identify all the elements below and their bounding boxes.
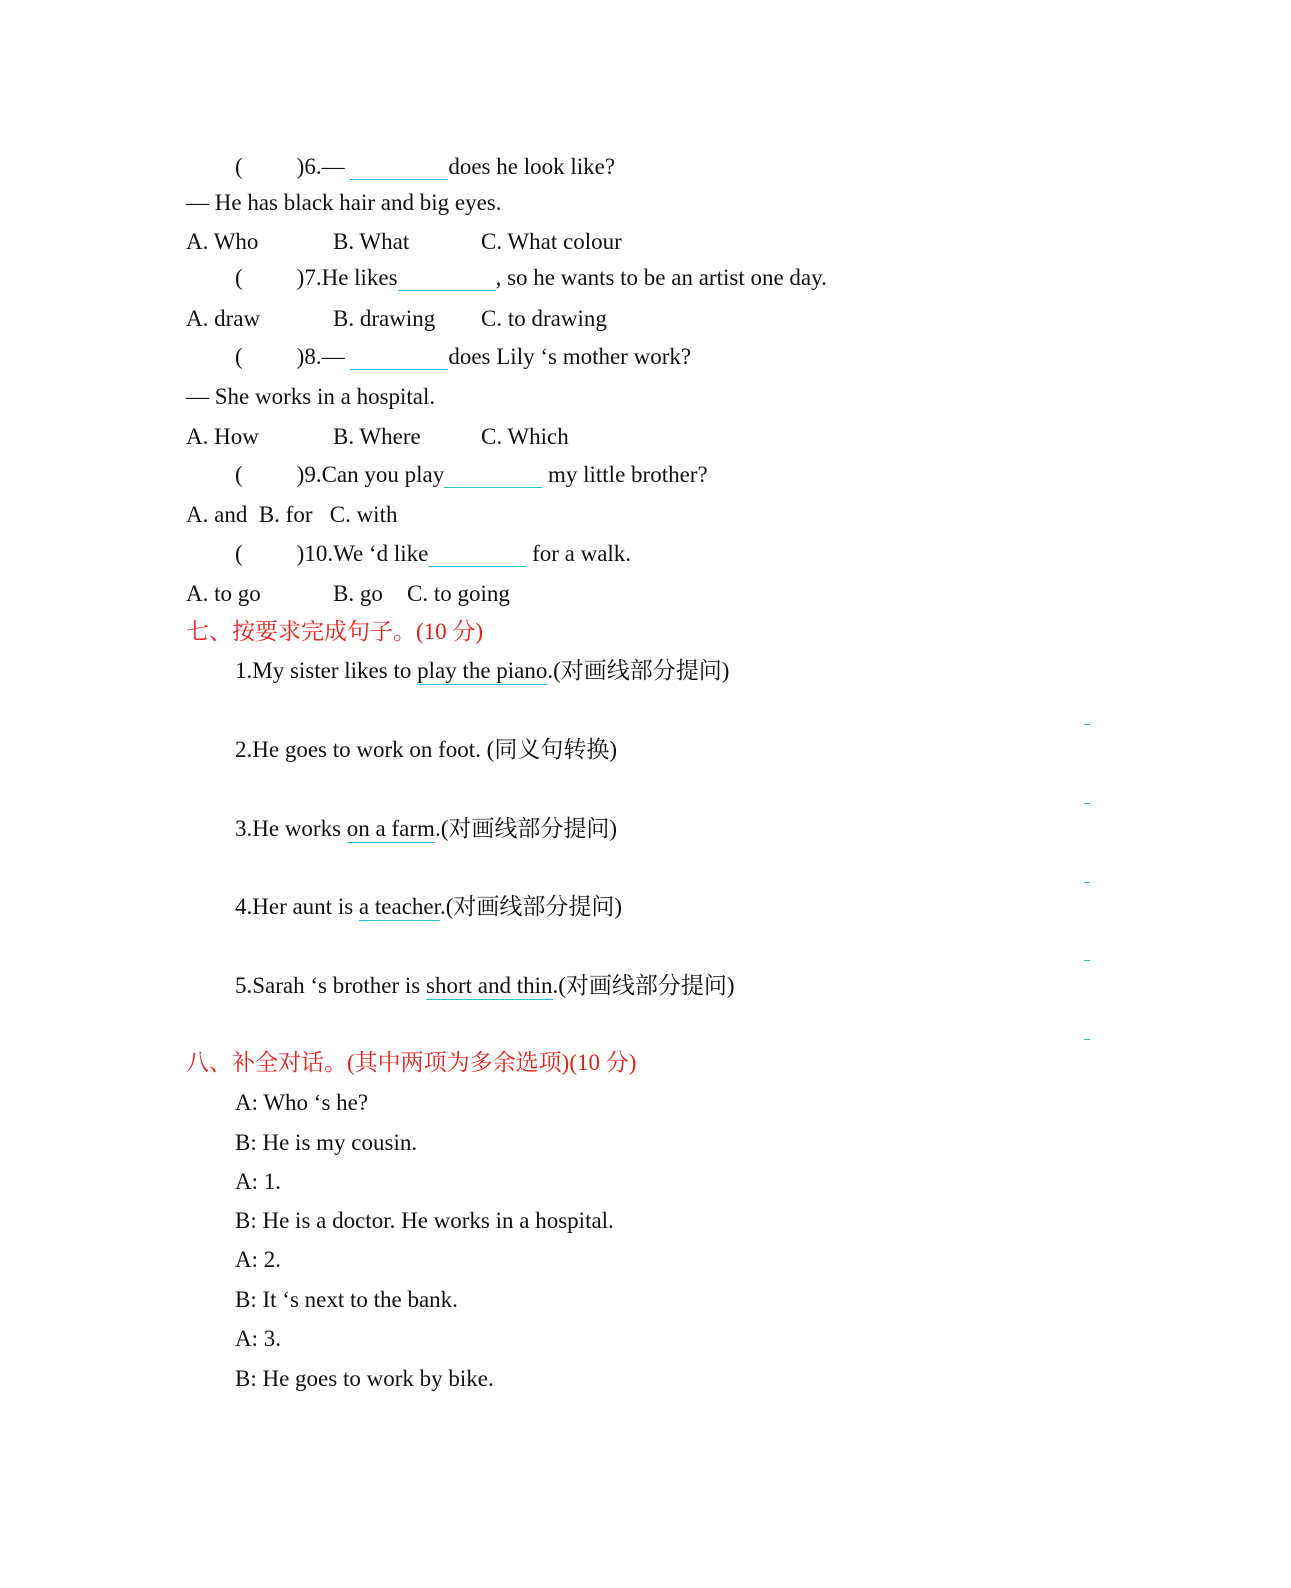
answer-paren: ( (235, 265, 243, 290)
option-a: A. How (186, 424, 259, 449)
dialogue-reply: — She works in a hospital. (186, 384, 436, 409)
option-c: C. Which (481, 424, 569, 449)
question-text: , so he wants to be an artist one day. (495, 265, 827, 290)
question-text: does he look like? (448, 154, 616, 179)
question-8 (235, 343, 691, 371)
question-text: does Lily ‘s mother work? (448, 344, 692, 369)
option-b: B. drawing (333, 306, 436, 331)
dialogue-line: A: 3. (235, 1326, 281, 1351)
answer-blank[interactable] (444, 465, 542, 488)
option-c: C. to going (407, 581, 510, 606)
question-10 (235, 540, 631, 568)
answer-line-mark[interactable] (1084, 803, 1090, 804)
options-line: A. and B. for C. with (186, 502, 398, 527)
underlined-part: a teacher (358, 894, 440, 919)
answer-line-mark[interactable] (1084, 724, 1090, 725)
question-text: my little brother? (542, 462, 708, 487)
item-text: 1.My sister likes to (235, 658, 418, 683)
answer-line-mark[interactable] (1084, 960, 1090, 961)
section-7-heading: 七、按要求完成句子。(10 分) (186, 619, 484, 644)
option-a: A. Who (186, 229, 259, 254)
section-8-heading: 八、补全对话。(其中两项为多余选项)(10 分) (186, 1050, 637, 1075)
dialogue-line: B: He is a doctor. He works in a hospital. (235, 1208, 614, 1233)
item-text: 2.He goes to work on foot. (同义句转换) (235, 737, 618, 762)
question-number: )9.Can you play (296, 462, 445, 487)
answer-paren: ( (235, 462, 243, 487)
question-text: for a walk. (526, 541, 632, 566)
dialogue-line: B: He is my cousin. (235, 1130, 418, 1155)
item-text: 5.Sarah ‘s brother is (235, 973, 426, 998)
option-a: A. draw (186, 306, 261, 331)
rewrite-item-3 (235, 815, 617, 843)
item-instruction: .(对画线部分提问) (547, 658, 730, 683)
item-text: 4.Her aunt is (235, 894, 359, 919)
question-6 (235, 153, 615, 181)
answer-paren: ( (235, 154, 243, 179)
rewrite-item-4 (235, 893, 622, 921)
dialogue-line: B: He goes to work by bike. (235, 1366, 494, 1391)
dialogue-line: A: 2. (235, 1247, 281, 1272)
question-7 (235, 264, 827, 292)
underlined-part: on a farm (346, 816, 435, 841)
item-instruction: .(对画线部分提问) (434, 816, 618, 841)
question-number: )7.He likes (296, 265, 398, 290)
rewrite-item-1 (235, 657, 729, 685)
option-c: C. to drawing (481, 306, 607, 331)
answer-paren: ( (235, 541, 243, 566)
option-b: B. go (333, 581, 383, 606)
dialogue-line: B: It ‘s next to the bank. (235, 1287, 458, 1312)
option-a: A. to go (186, 581, 261, 606)
option-b: B. What (333, 229, 410, 254)
dialogue-reply: — He has black hair and big eyes. (186, 190, 502, 215)
question-number: )6.— (296, 154, 345, 179)
answer-line-mark[interactable] (1084, 882, 1090, 883)
answer-blank[interactable] (350, 157, 448, 180)
answer-blank[interactable] (428, 544, 526, 567)
question-number: )8.— (296, 344, 345, 369)
dialogue-line: A: 1. (235, 1169, 281, 1194)
underlined-part: play the piano (417, 658, 548, 683)
question-number: )10.We ‘d like (296, 541, 429, 566)
item-text: 3.He works (235, 816, 347, 841)
answer-line-mark[interactable] (1084, 1039, 1090, 1040)
option-c: C. What colour (481, 229, 622, 254)
question-9 (235, 461, 708, 489)
option-b: B. Where (333, 424, 421, 449)
underlined-part: short and thin (426, 973, 553, 998)
item-instruction: .(对画线部分提问) (552, 973, 735, 998)
item-instruction: .(对画线部分提问) (440, 894, 623, 919)
answer-blank[interactable] (398, 268, 496, 291)
answer-paren: ( (235, 344, 243, 369)
rewrite-item-2 (235, 736, 617, 764)
answer-blank[interactable] (350, 347, 448, 370)
rewrite-item-5 (235, 972, 735, 1000)
dialogue-line: A: Who ‘s he? (235, 1090, 369, 1115)
